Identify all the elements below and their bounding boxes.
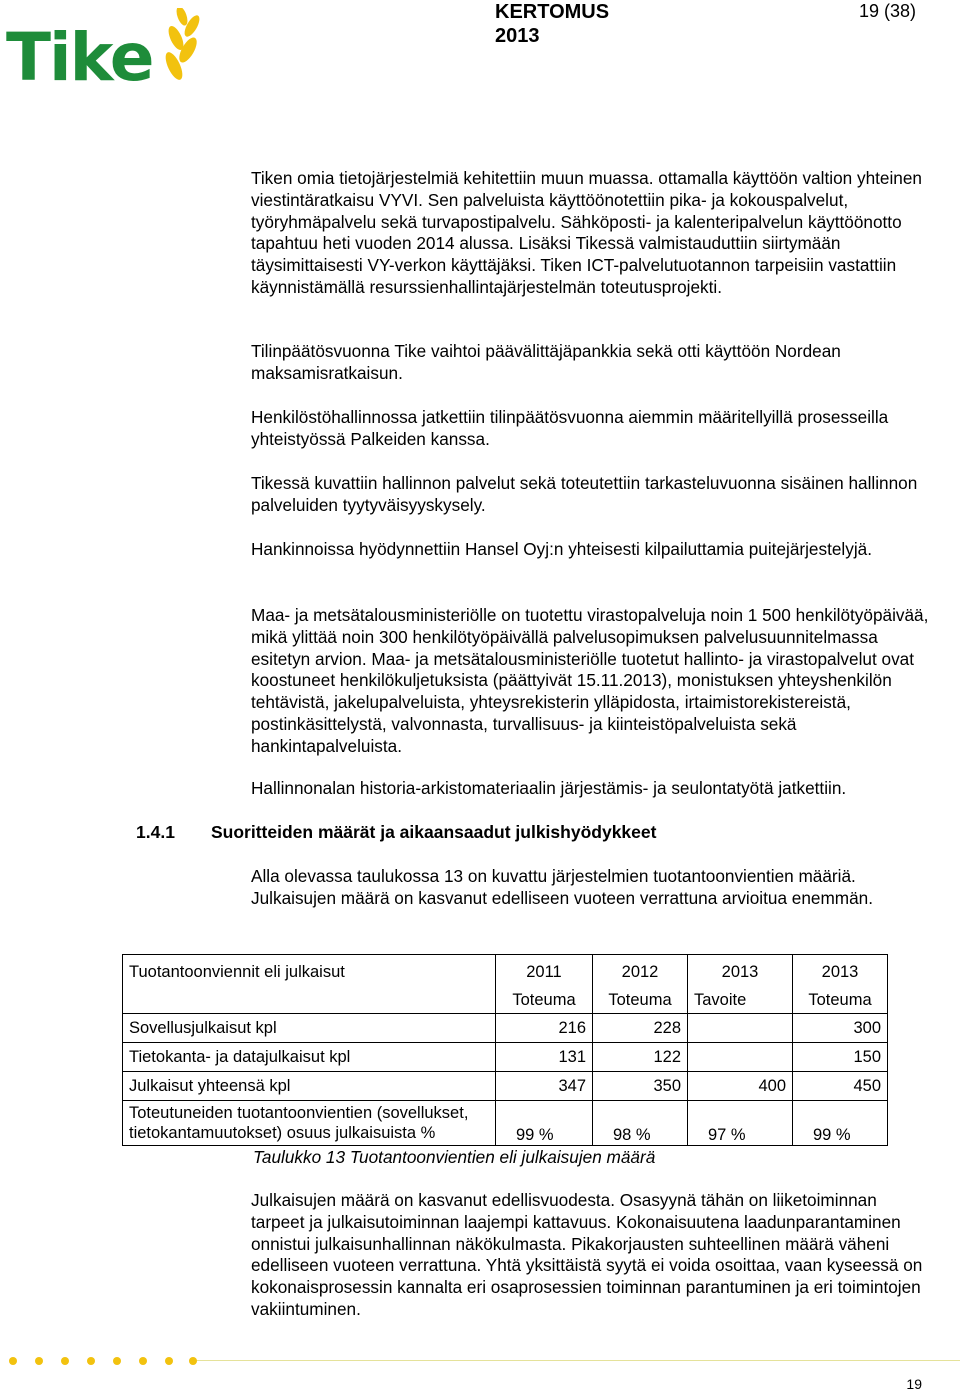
tike-logo-graphic [6,8,206,88]
wheat-leaf-icon [162,8,202,82]
paragraph-ministry-services: Maa- ja metsätalousministeriölle on tuotettu virastopalveluja noin 1 500 henkilötyöpäivää, mikä ylittää noin 300 henkilötyöpäivällä palvelusopimuksen palvelusuunnitelmassa esitetyn arvion. Maa- ja metsätalousministeriölle tuotetut hallinto- ja virastopalvelut ovat koostuneet henkilökuljetuksista (päättyivät 15.11.2013), monistuksen yhteyshenkilön tehtävistä, jakelupalveluista, yhteysrekisterin ylläpidosta, irtaimistorekistereistä, postinkäsittelystä, valvonnasta, turvallisuus- ja kiinteistöpalveluista sekä hankintapalveluista. [251,605,929,756]
table-header-cell: 2013 Tavoite [688,955,793,1014]
row-label: Sovellusjulkaisut kpl [123,1014,496,1043]
paragraph-conclusion: Julkaisujen määrä on kasvanut edellisvuodesta. Osasyynä tähän on liiketoiminnan tarpeet ja julkaisutoiminnan laajempi kattavuus. Kokonaisuutena laadunparantaminen onnistui julkaisunhallinnan näkökulmasta. Pikakorjausten suhteellinen määrä väheni edelliseen vuoteen verrattuna. Yhtä yksittäistä syytä ei voida osoittaa, vaan kyseessä on kokonaisprosessin kannalta eri osaprosessien toiminnan parantuminen ja eri toimintojen vakiintuminen. [251,1190,923,1319]
paragraph-banking: Tilinpäätösvuonna Tike vaihtoi päävälittäjäpankkia sekä otti käyttöön Nordean maksamisratkaisun. [251,341,841,383]
document-year: 2013 [495,25,540,47]
cell-2011: 216 [496,1014,593,1043]
row-label: Julkaisut yhteensä kpl [123,1072,496,1101]
footer-page-number: 19 [906,1376,922,1392]
cell-2013-actual: 150 [793,1043,888,1072]
paragraph-procurement: Hankinnoissa hyödynnettiin Hansel Oyj:n yhteisesti kilpailuttamia puitejärjestelyjä. [251,539,872,559]
section-heading [136,821,656,843]
tike-logo [6,8,206,88]
cell-2013-target [688,1043,793,1072]
section-number: 1.4.1 [136,822,175,842]
footer-dots-decoration [8,1356,198,1366]
cell-2013-actual: 99 % [793,1101,888,1146]
row-label: Toteutuneiden tuotantoonvientien (sovellukset, tietokantamuutokset) osuus julkaisuista % [123,1101,496,1146]
footer-divider [190,1360,960,1361]
paragraph-admin-survey: Tikessä kuvattiin hallinnon palvelut sekä toteutettiin tarkasteluvuonna sisäinen hallinnon palveluiden tyytyväisyyskysely. [251,473,918,515]
releases-table [122,954,888,1146]
cell-2011: 347 [496,1072,593,1101]
cell-2012: 122 [593,1043,688,1072]
document-type: KERTOMUS [495,1,610,23]
table-header-label: Tuotantoonviennit eli julkaisut [123,955,496,1014]
table-header-cell: 2012 Toteuma [593,955,688,1014]
table-row [123,1043,888,1072]
cell-2013-actual: 300 [793,1014,888,1043]
row-label: Tietokanta- ja datajulkaisut kpl [123,1043,496,1072]
table-header-cell: 2011 Toteuma [496,955,593,1014]
cell-2011: 131 [496,1043,593,1072]
logo-wordmark: Tike [6,19,153,88]
paragraph-archive: Hallinnonalan historia-arkistomateriaalin järjestämis- ja seulontatyötä jatkettiin. [251,778,847,798]
table-row [123,1014,888,1043]
cell-2012: 228 [593,1014,688,1043]
cell-2013-target: 97 % [688,1101,793,1146]
cell-2011: 99 % [496,1101,593,1146]
cell-2012: 98 % [593,1101,688,1146]
page-indicator: 19 (38) [858,1,916,21]
table-row [123,1072,888,1101]
table-row [123,1101,888,1146]
paragraph-hr: Henkilöstöhallinnossa jatkettiin tilinpäätösvuonna aiemmin määritellyillä prosesseilla yhteistyössä Palkeiden kanssa. [251,407,889,449]
table-header-row [123,955,888,1014]
table-header-cell: 2013 Toteuma [793,955,888,1014]
cell-2013-target [688,1014,793,1043]
table-caption: Taulukko 13 Tuotantoonvientien eli julkaisujen määrä [253,1147,656,1167]
paragraph-table-intro: Alla olevassa taulukossa 13 on kuvattu järjestelmien tuotantoonvientien määriä. Julkaisujen määrä on kasvanut edelliseen vuoteen verrattuna arvioitua enemmän. [251,866,873,908]
section-title: Suoritteiden määrät ja aikaansaadut julkishyödykkeet [211,822,657,842]
header-title [495,0,609,48]
cell-2013-actual: 450 [793,1072,888,1101]
cell-2012: 350 [593,1072,688,1101]
paragraph-it-systems: Tiken omia tietojärjestelmiä kehitettiin muun muassa. ottamalla käyttöön valtion yhteinen viestintäratkaisu VYVI. Sen palveluista käyttöönotettiin pika- ja kokouspalvelut, työryhmäpalvelu sekä turvapostipalvelu. Sähköposti- ja kalenteripalvelun käyttöönotto tapahtuu heti vuoden 2014 alussa. Lisäksi Tikessä valmistauduttiin siirtymään täysimittaisesti VY-verkon käyttäjäksi. Tiken ICT-palvelutuotannon tarpeisiin vastattiin käynnistämällä resurssienhallintajärjestelmän toteutusprojekti. [251,168,922,297]
cell-2013-target: 400 [688,1072,793,1101]
